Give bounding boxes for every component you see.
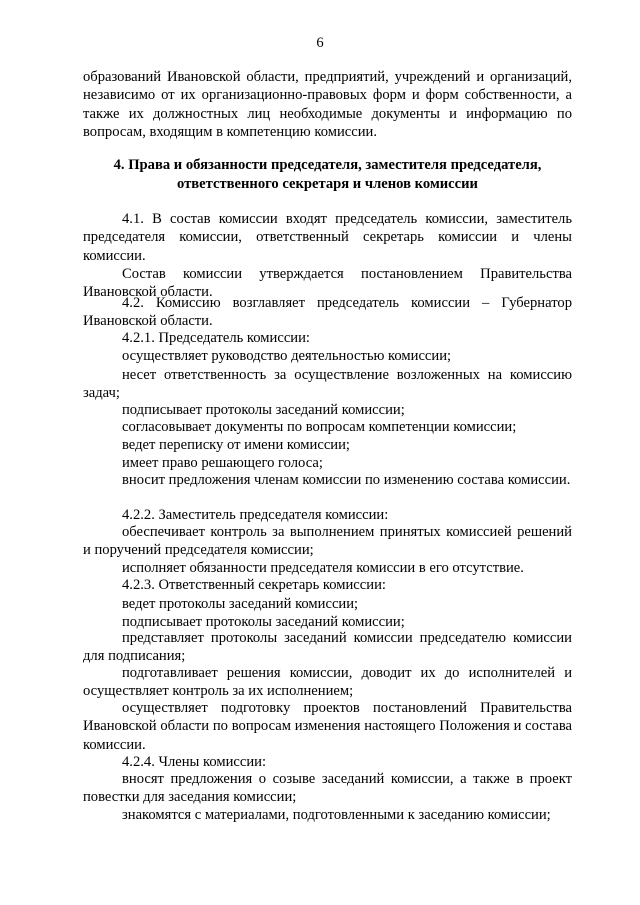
- list-item: вносит предложения членам комиссии по изменению состава комиссии.: [122, 472, 571, 488]
- list-item: вносят предложения о созыве заседаний комиссии, а также в проект повестки для заседания комиссии;: [83, 771, 572, 806]
- paragraph-4-2: 4.2. Комиссию возглавляет председатель комиссии – Губернатор Ивановской области.: [83, 295, 572, 330]
- section-heading-line-1: 4. Права и обязанности председателя, заместителя председателя,: [113, 157, 542, 173]
- list-item: представляет протоколы заседаний комиссии председателю комиссии для подписания;: [83, 630, 572, 665]
- paragraph-composition: Состав комиссии утверждается постановлением Правительства Ивановской области.: [83, 266, 572, 301]
- paragraph-4-2-2: 4.2.2. Заместитель председателя комиссии:: [122, 507, 389, 523]
- paragraph-4-2-3: 4.2.3. Ответственный секретарь комиссии:: [122, 577, 386, 593]
- list-item: подписывает протоколы заседаний комиссии;: [122, 614, 405, 630]
- section-heading: [83, 156, 572, 194]
- paragraph-4-1: 4.1. В состав комиссии входят председатель комиссии, заместитель председателя комиссии, ответственный секретарь комиссии и члены комиссии.: [83, 211, 572, 264]
- list-item: подготавливает решения комиссии, доводит их до исполнителей и осуществляет контроль за их исполнением;: [83, 665, 572, 700]
- list-item: имеет право решающего голоса;: [122, 455, 323, 471]
- paragraph-4-2-4: 4.2.4. Члены комиссии:: [122, 754, 267, 770]
- list-item: знакомятся с материалами, подготовленными к заседанию комиссии;: [122, 807, 551, 823]
- section-heading-line-2: ответственного секретаря и членов комиссии: [177, 176, 478, 192]
- list-item: согласовывает документы по вопросам компетенции комиссии;: [122, 419, 517, 435]
- list-item: обеспечивает контроль за выполнением принятых комиссией решений и поручений председателя комиссии;: [83, 524, 572, 559]
- list-item: осуществляет руководство деятельностью комиссии;: [122, 348, 452, 364]
- list-item: несет ответственность за осуществление возложенных на комиссию задач;: [83, 367, 572, 402]
- list-item: исполняет обязанности председателя комиссии в его отсутствие.: [122, 560, 524, 576]
- page-number: 6: [316, 35, 324, 51]
- list-item: ведет протоколы заседаний комиссии;: [122, 596, 359, 612]
- paragraph-4-2-1: 4.2.1. Председатель комиссии:: [122, 330, 310, 346]
- list-item: ведет переписку от имени комиссии;: [122, 437, 350, 453]
- list-item: подписывает протоколы заседаний комиссии;: [122, 402, 405, 418]
- list-item: осуществляет подготовку проектов постановлений Правительства Ивановской области по вопросам изменения настоящего Положения и состава комиссии.: [83, 700, 572, 753]
- intro-paragraph: образований Ивановской области, предприятий, учреждений и организаций, независимо от их организационно-правовых форм и форм собственности, а также их должностных лиц необходимые документы и информацию по вопросам, входящим в компетенцию комиссии.: [83, 69, 572, 141]
